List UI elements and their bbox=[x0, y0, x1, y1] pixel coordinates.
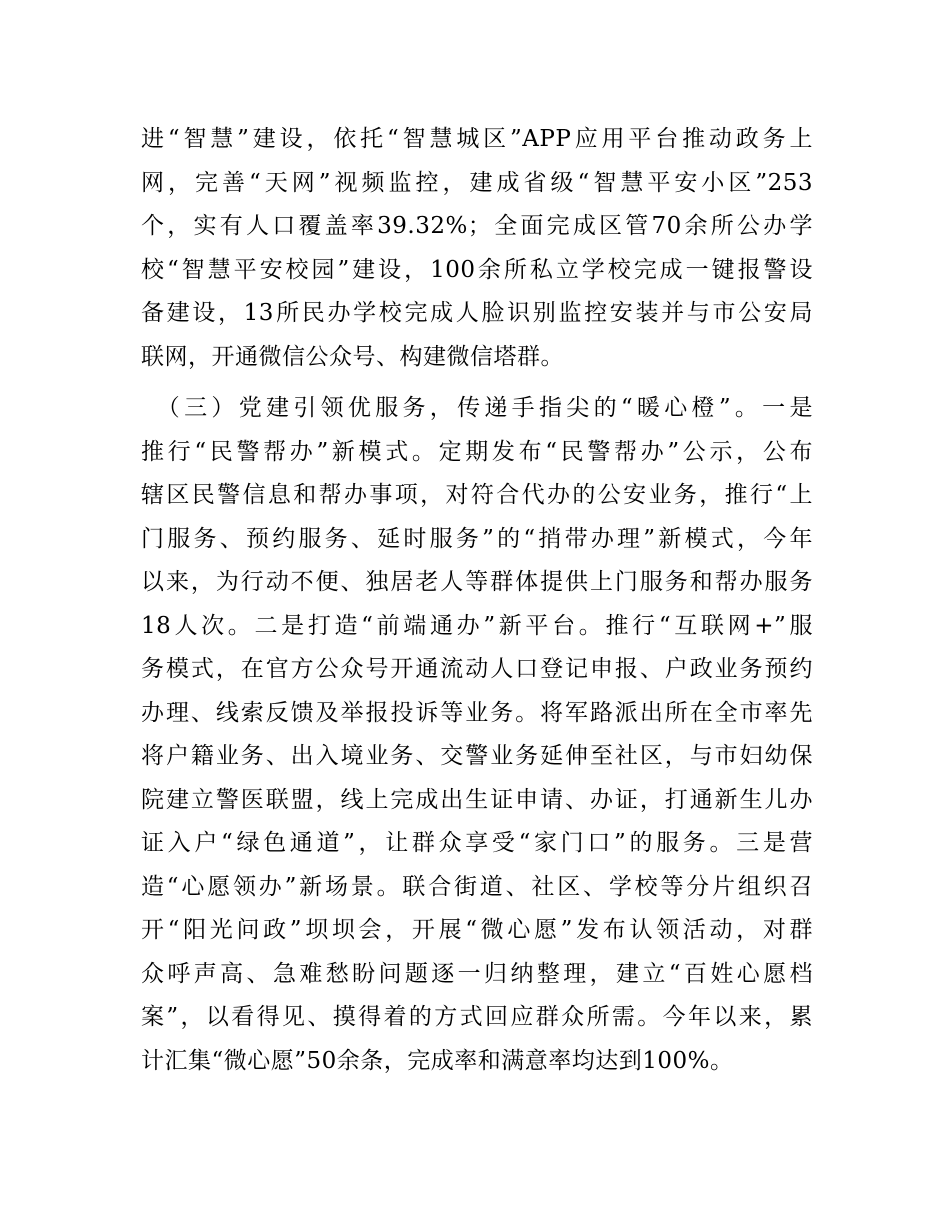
paragraph-line: 计汇集“微心愿”50余条，完成率和满意率均达到100%。 bbox=[141, 1047, 734, 1074]
paragraph-line: 以来，为行动不便、独居老人等群体提供上门服务和帮办服务 bbox=[141, 569, 813, 595]
paragraph-line: 案”，以看得见、摸得着的方式回应群众所需。今年以来，累 bbox=[141, 1004, 813, 1030]
paragraph-line: 造“心愿领办”新场景。联合街道、社区、学校等分片组织召 bbox=[141, 873, 813, 900]
paragraph-line: 校“智慧平安校园”建设，100余所私立学校完成一键报警设 bbox=[141, 256, 813, 283]
paragraph-line: 网，完善“天网”视频监控，建成省级“智慧平安小区”253 bbox=[141, 169, 813, 196]
paragraph-line: 院建立警医联盟，线上完成出生证申请、办证，打通新生儿办 bbox=[141, 786, 813, 813]
paragraph-line: 开“阳光问政”坝坝会，开展“微心愿”发布认领活动，对群 bbox=[141, 917, 813, 943]
paragraph-line: 务模式，在官方公众号开通流动人口登记申报、户政业务预约 bbox=[141, 656, 813, 682]
paragraph-line: 门服务、预约服务、延时服务”的“捎带办理”新模式，今年 bbox=[141, 525, 813, 552]
paragraph-line: 备建设，13所民办学校完成人脸识别监控安装并与市公安局 bbox=[141, 300, 813, 326]
paragraph-line: 联网，开通微信公众号、构建微信塔群。 bbox=[141, 343, 564, 370]
paragraph-line: 18人次。二是打造“前端通办”新平台。推行“互联网+”服 bbox=[141, 612, 813, 639]
paragraph-line: 将户籍业务、出入境业务、交警业务延伸至社区，与市妇幼保 bbox=[141, 743, 813, 769]
paragraph-line: 辖区民警信息和帮办事项，对符合代办的公安业务，推行“上 bbox=[141, 482, 813, 508]
paragraph-line: 进“智慧”建设，依托“智慧城区”APP应用平台推动政务上 bbox=[141, 126, 813, 152]
paragraph-line: 推行“民警帮办”新模式。定期发布“民警帮办”公示，公布 bbox=[141, 438, 813, 465]
paragraph-line: 众呼声高、急难愁盼问题逐一归纳整理，建立“百姓心愿档 bbox=[141, 960, 813, 987]
paragraph-line: 个，实有人口覆盖率39.32%；全面完成区管70余所公办学 bbox=[141, 213, 813, 239]
paragraph-line: 证入户“绿色通道”，让群众享受“家门口”的服务。三是营 bbox=[141, 830, 813, 856]
paragraph-line: （三）党建引领优服务，传递手指尖的“暖心橙”。一是 bbox=[141, 395, 813, 421]
paragraph-line: 办理、线索反馈及举报投诉等业务。将军路派出所在全市率先 bbox=[141, 699, 813, 726]
